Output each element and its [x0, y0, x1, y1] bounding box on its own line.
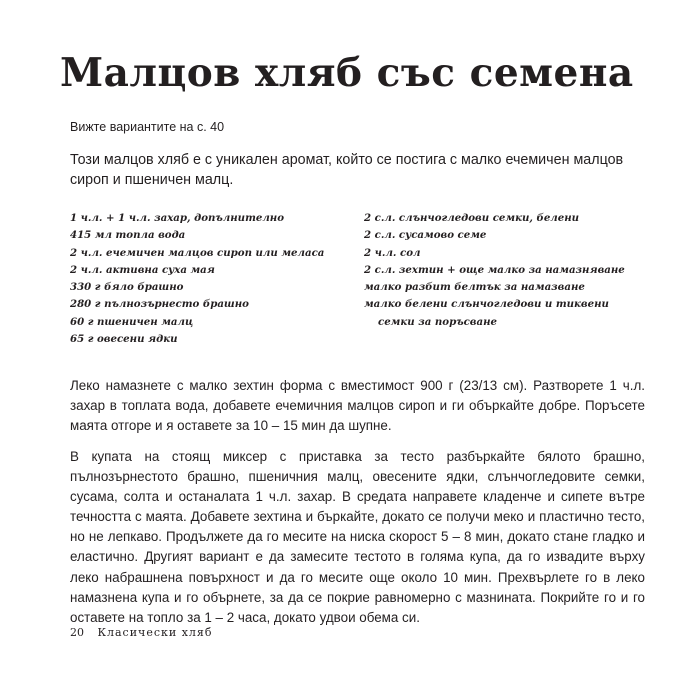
ingredient-item: 2 ч.л. активна суха мая	[70, 263, 215, 276]
ingredient-item: 2 ч.л. ечемичен малцов сироп или меласа	[70, 246, 325, 259]
method-paragraph-1: Леко намазнете с малко зехтин форма с вместимост 900 г (23/13 см). Разтворете 1 ч.л. захар в топлата вода, добавете ечемичния малцов сироп и ги объркайте добре. Поръсете маята отгоре и я оставете за 10 – 15 мин да шупне.	[70, 378, 645, 434]
variants-reference: Вижте вариантите на с. 40	[70, 120, 225, 134]
page-number: 20	[70, 626, 84, 639]
ingredient-item: малко разбит белтък за намазване	[364, 281, 585, 294]
ingredients-list-right	[364, 210, 625, 331]
recipe-title: Малцов хляб със семена	[60, 50, 634, 96]
ingredient-item: 415 мл топла вода	[70, 229, 186, 242]
section-name: Класически хляб	[97, 626, 213, 639]
ingredient-item: 2 с.л. слънчогледови семки, белени	[364, 212, 580, 224]
ingredient-item: 2 с.л. зехтин + още малко за намазняване	[364, 263, 625, 276]
ingredients-list-left	[70, 210, 324, 348]
recipe-intro: Този малцов хляб е с уникален аромат, който се постига с малко ечемичен малцов сироп и пшеничен малц.	[70, 152, 624, 188]
ingredient-item: малко белени слънчогледови и тиквени	[364, 298, 609, 311]
ingredient-item: 280 г пълнозърнесто брашно	[70, 298, 249, 311]
ingredient-item: 330 г бяло брашно	[70, 281, 184, 294]
ingredient-item: 1 ч.л. + 1 ч.л. захар, допълнително	[70, 212, 285, 224]
ingredient-item: 2 ч.л. сол	[364, 246, 421, 259]
page-footer	[70, 626, 212, 639]
ingredient-item-continuation: семки за поръсване	[378, 315, 498, 328]
ingredient-item: 2 с.л. сусамово семе	[364, 229, 487, 242]
method-paragraph-2: В купата на стоящ миксер с приставка за тесто разбъркайте бялото брашно, пълнозърнестото брашно, пшеничния малц, овесените ядки, слънчогледовите семки, сусама, солта и останалата 1 ч.л. захар. В средата направете кладенче и сипете вътре течността с маята. Добавете зехтина и бъркайте, докато се получи меко и пластично тесто, но не лепкаво. Продължете да го месите на ниска скорост 5 – 8 мин, докато стане гладко и еластично. Другият вариант е да замесите тестото в голяма купа, да го извадите върху леко набрашнена повърхност и да го месите още около 10 мин. Прехвърлете го в леко намазнена купа и го обърнете, за да се покрие равномерно с мазнината. Покрийте го и го оставете на топло за 1 – 2 часа, докато удвои обема си.	[70, 449, 645, 625]
ingredient-item: 60 г пшеничен малц	[70, 315, 194, 328]
ingredient-item: 65 г овесени ядки	[70, 333, 178, 346]
